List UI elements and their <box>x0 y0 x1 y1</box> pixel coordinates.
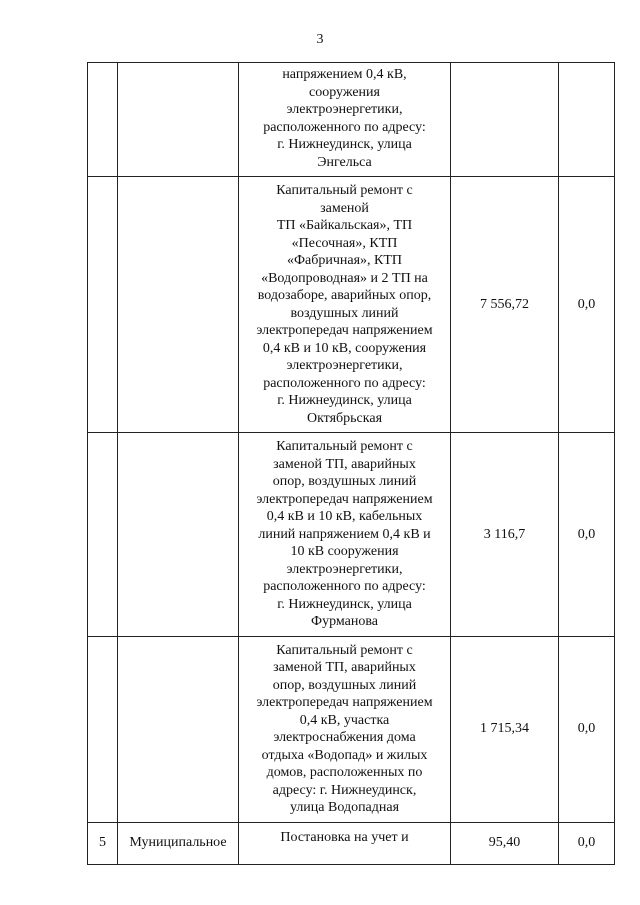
row-amount-cell: 3 116,7 <box>451 433 559 637</box>
page-number: 3 <box>316 32 324 47</box>
row-description-text: Капитальный ремонт с заменой ТП, аварийных опор, воздушных линий электропередач напряжением 0,4 кВ и 10 кВ, кабельных линий напряжением 0,4 кВ и 10 кВ сооружения электроэнергетики, расположенного по адресу: г. Нижнеудинск, улица Фурманова <box>256 439 433 629</box>
row-value-cell: 0,0 <box>559 822 615 864</box>
table-row <box>88 433 615 637</box>
row-number-cell <box>88 177 118 433</box>
table-row <box>88 63 615 177</box>
table-row <box>88 177 615 433</box>
row-value-cell: 0,0 <box>559 433 615 637</box>
row-description-text: напряжением 0,4 кВ, сооружения электроэнергетики, расположенного по адресу: г. Нижнеудинск, улица Энгельса <box>263 67 426 170</box>
row-name-cell <box>118 177 239 433</box>
row-description-text: Капитальный ремонт с заменой ТП, аварийных опор, воздушных линий электропередач напряжением 0,4 кВ, участка электроснабжения дома отдыха «Водопад» и жилых домов, расположенных по адресу: г. Нижнеудинск, улица Водопадная <box>256 642 433 815</box>
row-name-cell <box>118 433 239 637</box>
row-number-cell <box>88 636 118 822</box>
row-value-cell: 0,0 <box>559 177 615 433</box>
row-name-cell <box>118 636 239 822</box>
row-number-cell: 5 <box>88 822 118 864</box>
row-value-cell: 0,0 <box>559 636 615 822</box>
row-name-cell <box>118 63 239 177</box>
row-description-cell <box>239 433 451 637</box>
row-name-cell: Муниципальное <box>118 822 239 864</box>
row-description-text: Постановка на учет и <box>280 829 409 845</box>
row-value-cell <box>559 63 615 177</box>
row-description-cell <box>239 63 451 177</box>
row-number-cell <box>88 433 118 637</box>
table-row <box>88 822 615 864</box>
row-amount-cell: 1 715,34 <box>451 636 559 822</box>
row-amount-cell <box>451 63 559 177</box>
table-row <box>88 636 615 822</box>
row-number-cell <box>88 63 118 177</box>
row-description-cell <box>239 822 451 864</box>
row-description-cell <box>239 177 451 433</box>
budget-table <box>87 62 615 865</box>
row-amount-cell: 7 556,72 <box>451 177 559 433</box>
row-description-text: Капитальный ремонт с заменой ТП «Байкальская», ТП «Песочная», КТП «Фабричная», КТП «Водопроводная» и 2 ТП на водозаборе, аварийных опор, воздушных линий электропередач напряжением 0,4 кВ и 10 кВ, сооружения электроэнергетики, расположенного по адресу: г. Нижнеудинск, улица Октябрьская <box>256 183 433 426</box>
row-description-cell <box>239 636 451 822</box>
row-amount-cell: 95,40 <box>451 822 559 864</box>
